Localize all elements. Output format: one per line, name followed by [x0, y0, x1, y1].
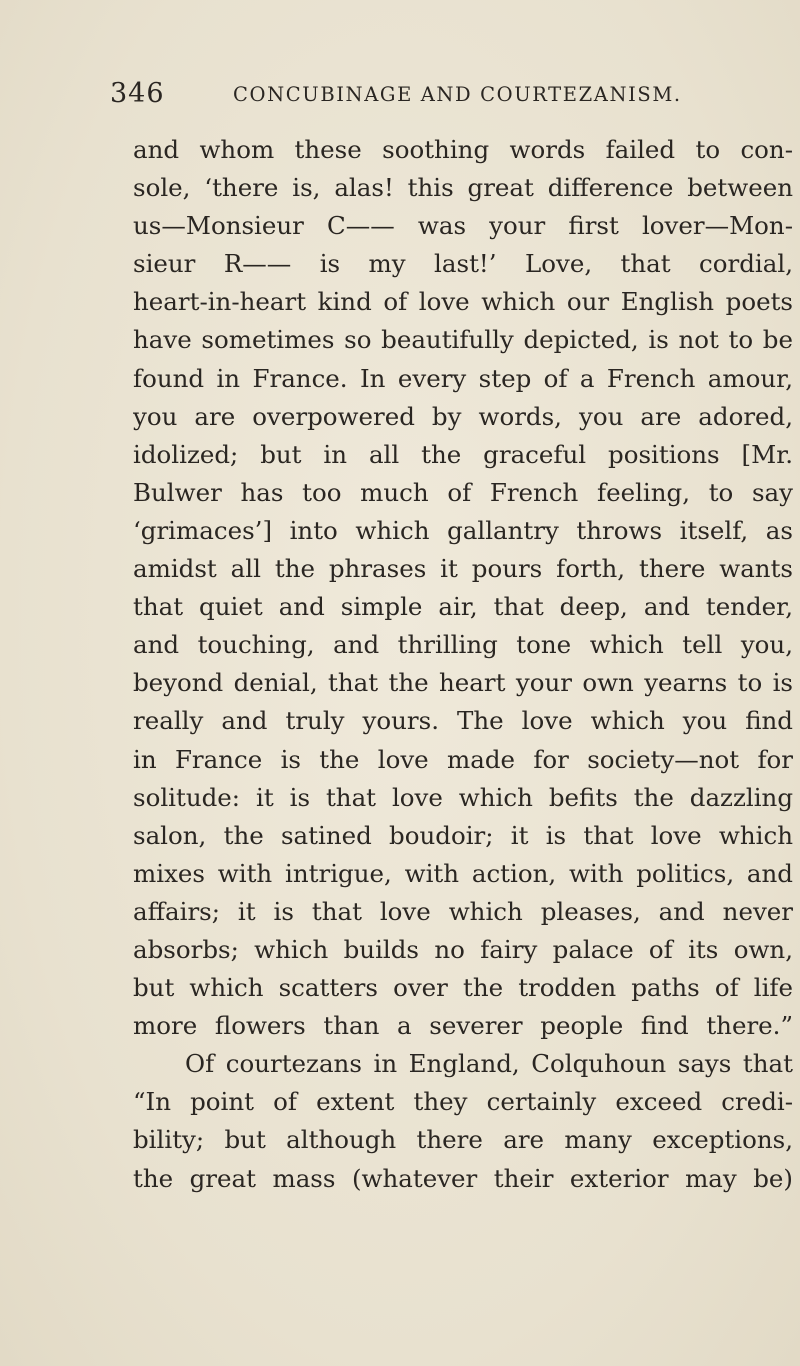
text-line: beyond denial, that the heart your own yearns to is: [133, 668, 793, 698]
text-line: salon, the satined boudoir; it is that love which: [133, 820, 793, 850]
text-line: but which scatters over the trodden paths of life: [133, 973, 793, 1003]
text-line: that quiet and simple air, that deep, and tender,: [133, 592, 793, 622]
text-line: heart-in-heart kind of love which our English poets: [133, 287, 793, 317]
text-line: ‘grimaces’] into which gallantry throws itself, as: [133, 515, 793, 545]
text-line: more flowers than a severer people find there.”: [133, 1011, 793, 1041]
text-line: really and truly yours. The love which you find: [133, 706, 793, 736]
text-line: the great mass (whatever their exterior may be): [133, 1163, 793, 1193]
text-line: amidst all the phrases it pours forth, there wants: [133, 554, 793, 584]
text-line: solitude: it is that love which befits the dazzling: [133, 782, 793, 812]
page-number: 346: [110, 78, 165, 109]
text-line: Of courtezans in England, Colquhoun says that: [185, 1049, 793, 1079]
text-line: found in France. In every step of a French amour,: [133, 363, 793, 393]
text-line: and touching, and thrilling tone which tell you,: [133, 630, 793, 660]
text-line: us—Monsieur C—— was your first lover—Mon-: [133, 211, 793, 241]
text-line: sole, ‘there is, alas! this great difference between: [133, 173, 793, 203]
text-line: bility; but although there are many exceptions,: [133, 1125, 793, 1155]
text-line: “In point of extent they certainly exceed credi-: [133, 1087, 793, 1117]
text-line: in France is the love made for society—not for: [133, 744, 793, 774]
text-line: absorbs; which builds no fairy palace of its own,: [133, 934, 793, 964]
body-text: [133, 131, 793, 1198]
text-line: and whom these soothing words failed to con-: [133, 135, 793, 164]
text-line: have sometimes so beautifully depicted, is not to be: [133, 325, 793, 355]
text-line: sieur R—— is my last!’ Love, that cordial,: [133, 249, 793, 279]
text-line: you are overpowered by words, you are adored,: [133, 401, 793, 431]
page-header: [110, 78, 750, 114]
text-line: idolized; but in all the graceful positions [Mr.: [133, 439, 793, 469]
running-head: CONCUBINAGE AND COURTEZANISM.: [233, 83, 682, 106]
text-line: mixes with intrigue, with action, with politics, and: [133, 858, 793, 888]
text-line: Bulwer has too much of French feeling, to say: [133, 477, 793, 507]
text-line: affairs; it is that love which pleases, and never: [133, 896, 793, 926]
